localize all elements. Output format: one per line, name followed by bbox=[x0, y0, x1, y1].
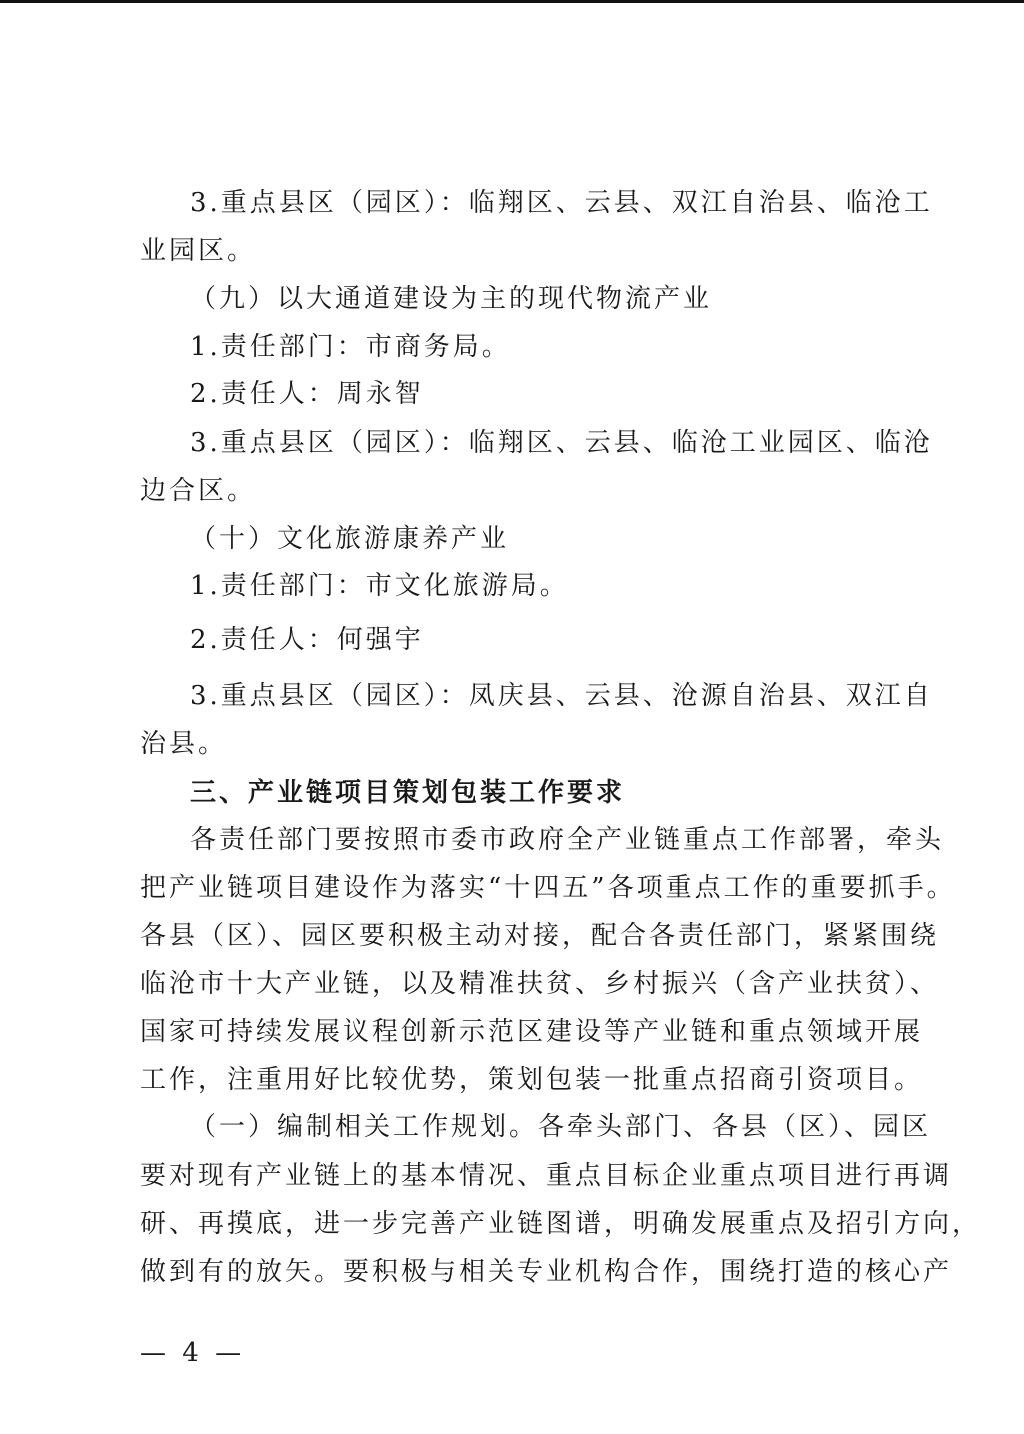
text-line: 国家可持续发展议程创新示范区建设等产业链和重点领域开展 bbox=[140, 1017, 924, 1047]
text-line: 把产业链项目建设作为落实“十四五”各项重点工作的重要抓手。 bbox=[140, 873, 956, 903]
text-line: 边合区。 bbox=[140, 476, 257, 506]
text-line: 做到有的放矢。要积极与相关专业机构合作，围绕打造的核心产 bbox=[140, 1257, 953, 1287]
section-heading: （九）以大通道建设为主的现代物流产业 bbox=[190, 284, 713, 314]
text-line: 2.责任人：何强宇 bbox=[190, 625, 424, 655]
text-line: 要对现有产业链上的基本情况、重点目标企业重点项目进行再调 bbox=[140, 1161, 953, 1191]
text-line: 3.重点县区（园区）：临翔区、云县、双江自治县、临沧工 bbox=[190, 188, 933, 218]
text-line: 各县（区）、园区要积极主动对接，配合各责任部门，紧紧围绕 bbox=[140, 921, 940, 951]
section-heading: （十）文化旅游康养产业 bbox=[190, 524, 510, 554]
text-line: 工作，注重用好比较优势，策划包装一批重点招商引资项目。 bbox=[140, 1065, 924, 1095]
chapter-heading: 三、产业链项目策划包装工作要求 bbox=[190, 778, 626, 808]
text-line: 业园区。 bbox=[140, 236, 257, 266]
text-line: 研、再摸底，进一步完善产业链图谱，明确发展重点及招引方向， bbox=[140, 1209, 982, 1239]
text-line: 各责任部门要按照市委市政府全产业链重点工作部署，牵头 bbox=[190, 825, 945, 855]
text-line: 治县。 bbox=[140, 729, 228, 759]
text-line: 3.重点县区（园区）：凤庆县、云县、沧源自治县、双江自 bbox=[190, 681, 933, 711]
text-line: 1.责任部门：市文化旅游局。 bbox=[190, 571, 569, 601]
page-number: — 4 — bbox=[140, 1338, 246, 1368]
text-line: 1.责任部门：市商务局。 bbox=[190, 332, 511, 362]
text-line: 3.重点县区（园区）：临翔区、云县、临沧工业园区、临沧 bbox=[190, 428, 933, 458]
text-line: （一）编制相关工作规划。各牵头部门、各县（区）、园区 bbox=[190, 1112, 932, 1142]
text-line: 临沧市十大产业链，以及精准扶贫、乡村振兴（含产业扶贫）、 bbox=[140, 969, 940, 999]
text-line: 2.责任人：周永智 bbox=[190, 379, 424, 409]
